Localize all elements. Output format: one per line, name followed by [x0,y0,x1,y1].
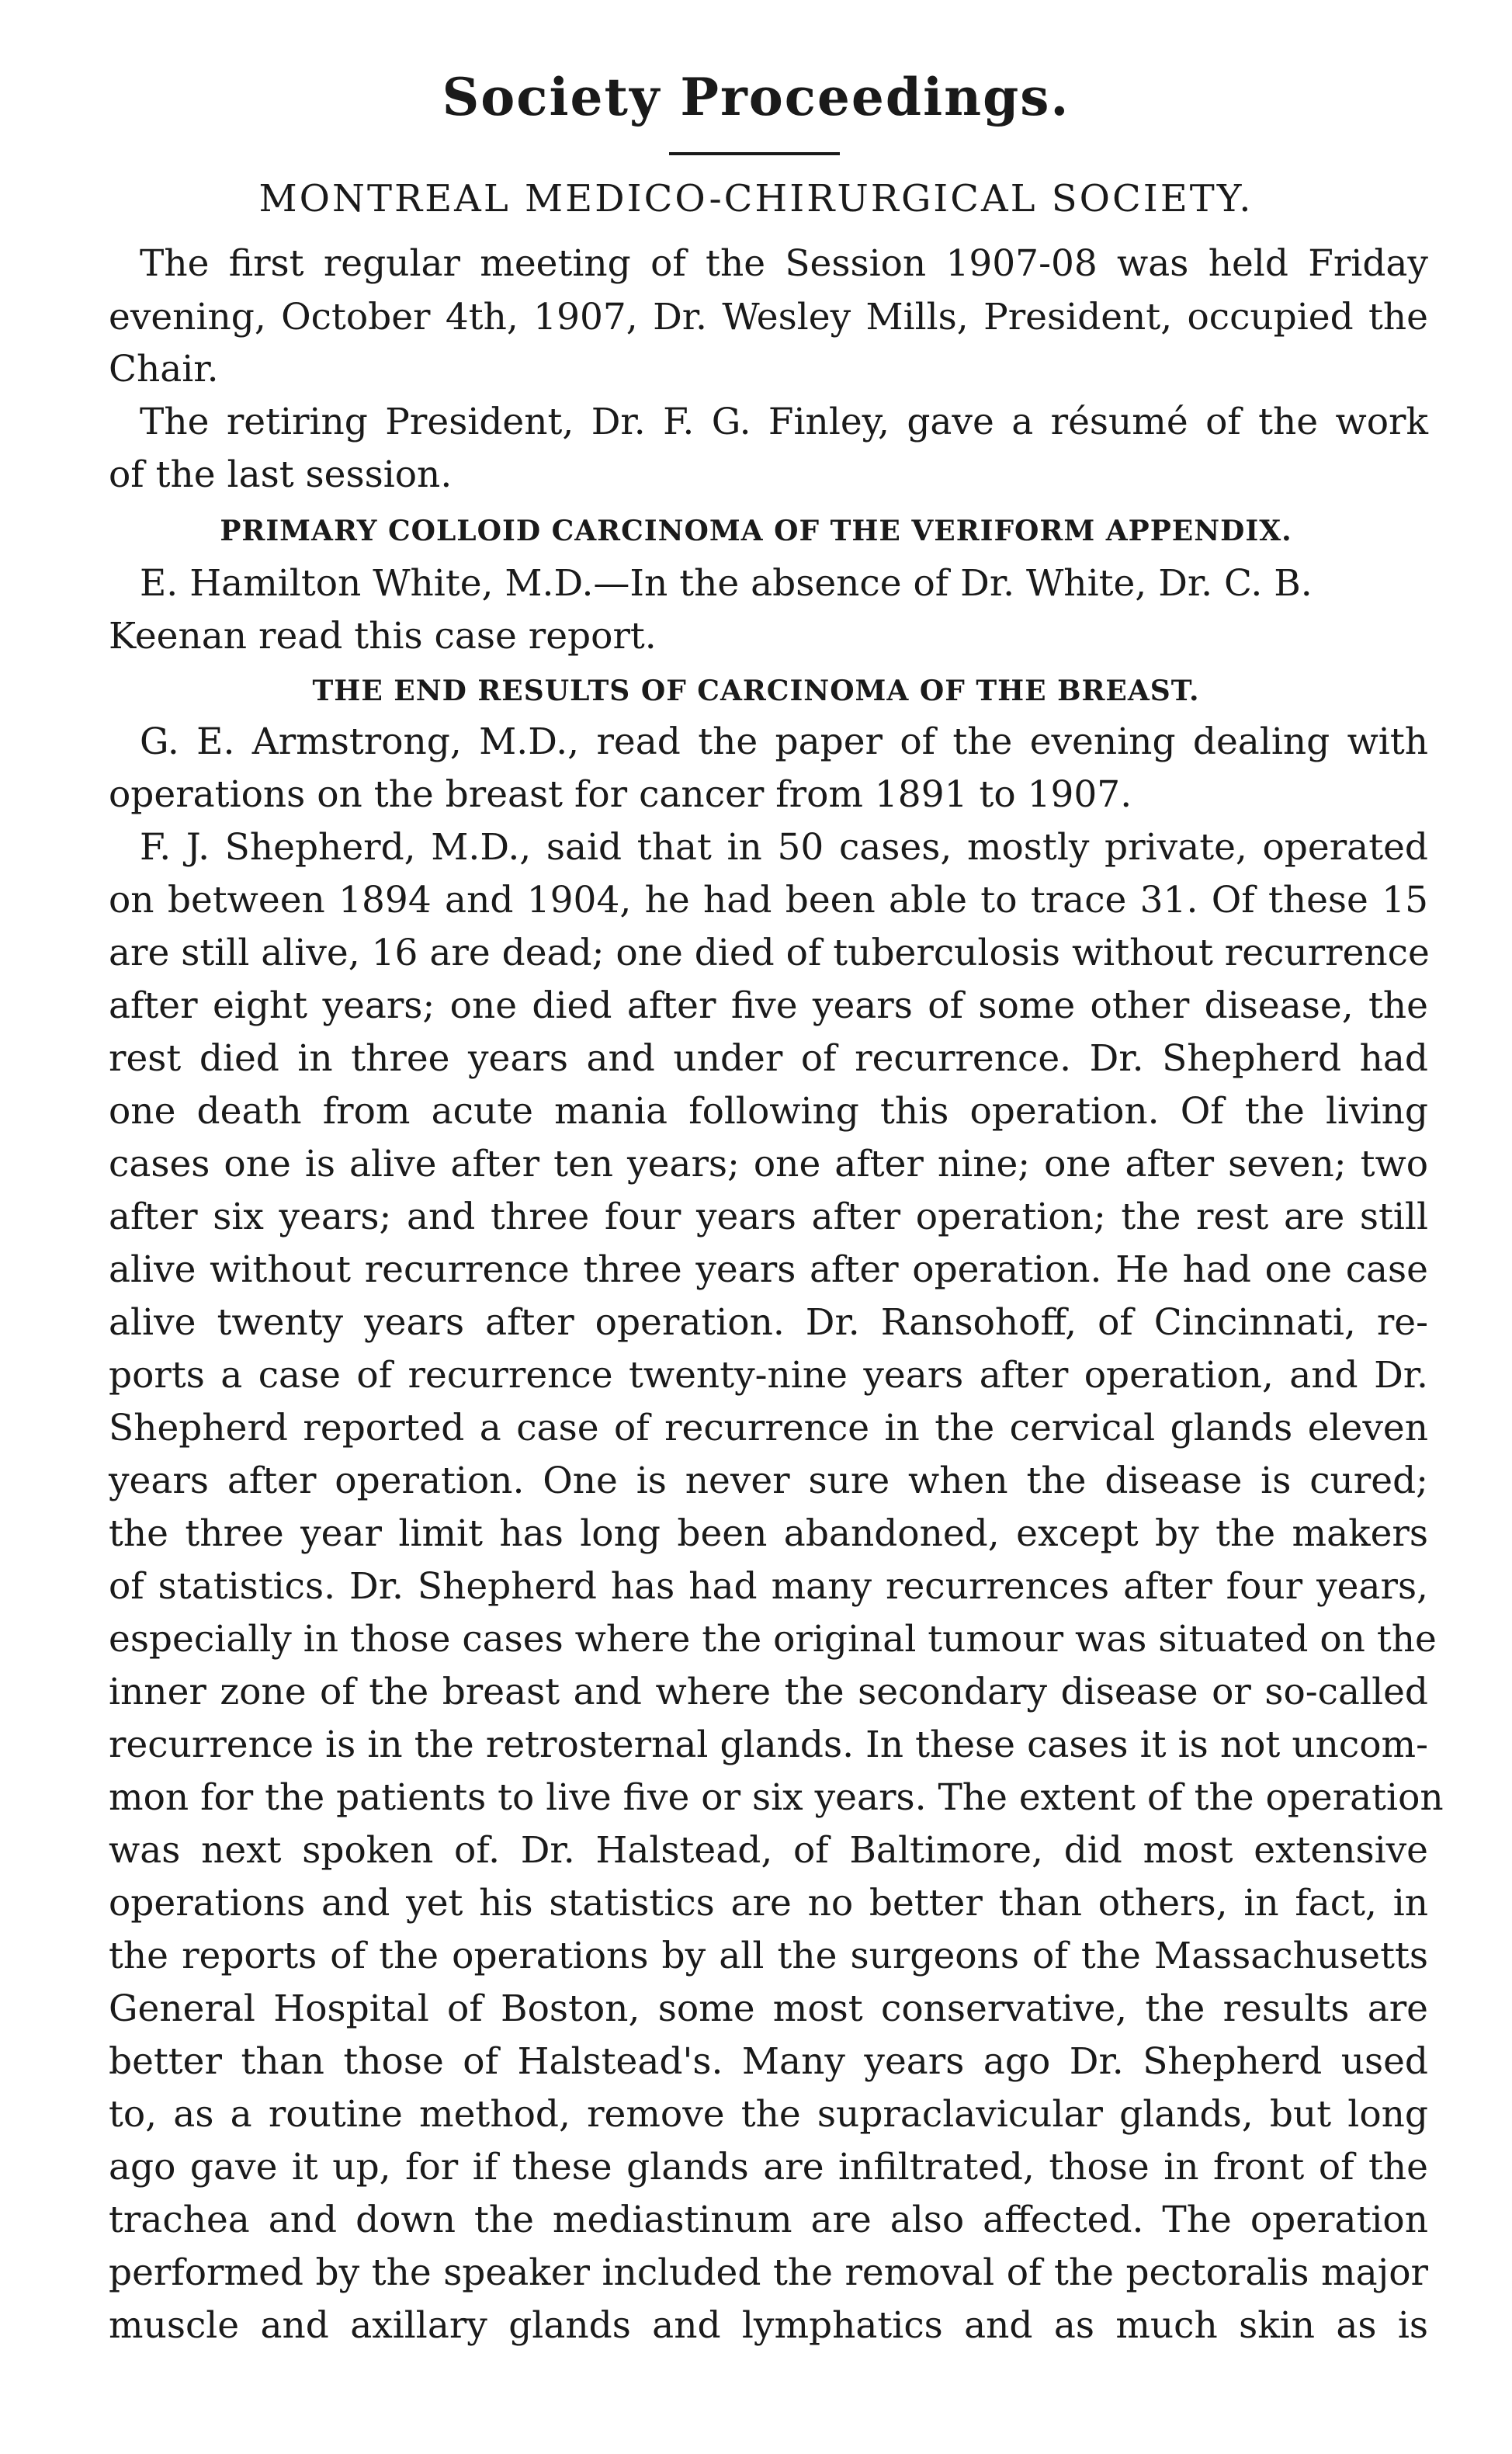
text-line: ago gave it up, for if these glands are infiltrated, those in front of the [109,2146,1428,2188]
text-line: alive without recurrence three years after operation. He had one case [109,1248,1428,1291]
text-line: Chair. [109,348,219,390]
text-line: evening, October 4th, 1907, Dr. Wesley Mills, President, occupied the [109,296,1428,338]
text-line: years after operation. One is never sure when the disease is cured; [109,1460,1428,1502]
section-heading-breast: THE END RESULTS OF CARCINOMA OF THE BREAST. [312,675,1200,707]
text-line: trachea and down the mediastinum are also affected. The operation [109,2199,1428,2241]
text-line: to, as a routine method, remove the supraclavicular glands, but long [109,2093,1428,2136]
text-line: on between 1894 and 1904, he had been able to trace 31. Of these 15 [109,879,1428,922]
text-line: muscle and axillary glands and lymphatics and as much skin as is [109,2304,1428,2347]
text-line: ports a case of recurrence twenty-nine years after operation, and Dr. [109,1354,1428,1397]
text-line: inner zone of the breast and where the secondary disease or so-called [109,1671,1428,1713]
section-heading-appendix: PRIMARY COLLOID CARCINOMA OF THE VERIFORM APPENDIX. [220,515,1292,547]
text-line: Shepherd reported a case of recurrence in the cervical glands eleven [109,1407,1428,1449]
text-line: F. J. Shepherd, M.D., said that in 50 cases, mostly private, operated [140,826,1428,869]
text-line: General Hospital of Boston, some most conservative, the results are [109,1987,1428,2030]
text-line: was next spoken of. Dr. Halstead, of Baltimore, did most extensive [109,1829,1428,1872]
text-line: especially in those cases where the original tumour was situated on the [109,1618,1437,1661]
text-line: Keenan read this case report. [109,615,657,658]
text-line: of statistics. Dr. Shepherd has had many recurrences after four years, [109,1565,1428,1608]
running-head: Society Proceedings. [442,67,1070,127]
text-line: after eight years; one died after five years of some other disease, the [109,984,1428,1027]
text-line: of the last session. [109,453,453,496]
text-line: recurrence is in the retrosternal glands. In these cases it is not uncom- [109,1723,1428,1766]
text-line: E. Hamilton White, M.D.—In the absence of Dr. White, Dr. C. B. [140,562,1313,605]
text-line: are still alive, 16 are dead; one died of tuberculosis without recurrence [109,932,1430,974]
text-line: mon for the patients to live five or six years. The extent of the operation [109,1776,1444,1819]
text-line: G. E. Armstrong, M.D., read the paper of the evening dealing with [140,720,1428,763]
society-title: MONTREAL MEDICO-CHIRURGICAL SOCIETY. [258,177,1254,220]
text-line: performed by the speaker included the removal of the pectoralis major [109,2251,1428,2294]
text-line: the three year limit has long been abandoned, except by the makers [109,1512,1428,1555]
text-line: alive twenty years after operation. Dr. Ransohoff, of Cincinnati, re- [109,1301,1428,1344]
text-line: cases one is alive after ten years; one after nine; one after seven; two [109,1143,1428,1185]
text-line: operations and yet his statistics are no better than others, in fact, in [109,1882,1428,1925]
text-line: better than those of Halstead's. Many years ago Dr. Shepherd used [109,2040,1428,2083]
text-line: one death from acute mania following this operation. Of the living [109,1090,1428,1133]
text-line: The retiring President, Dr. F. G. Finley, gave a résumé of the work [140,401,1428,443]
text-line: after six years; and three four years after operation; the rest are still [109,1196,1428,1238]
text-line: operations on the breast for cancer from 1891 to 1907. [109,773,1132,816]
text-line: rest died in three years and under of recurrence. Dr. Shepherd had [109,1037,1428,1080]
title-rule [669,152,840,155]
text-line: the reports of the operations by all the surgeons of the Massachusetts [109,1935,1428,1977]
text-line: The first regular meeting of the Session 1907-08 was held Friday [140,242,1428,285]
